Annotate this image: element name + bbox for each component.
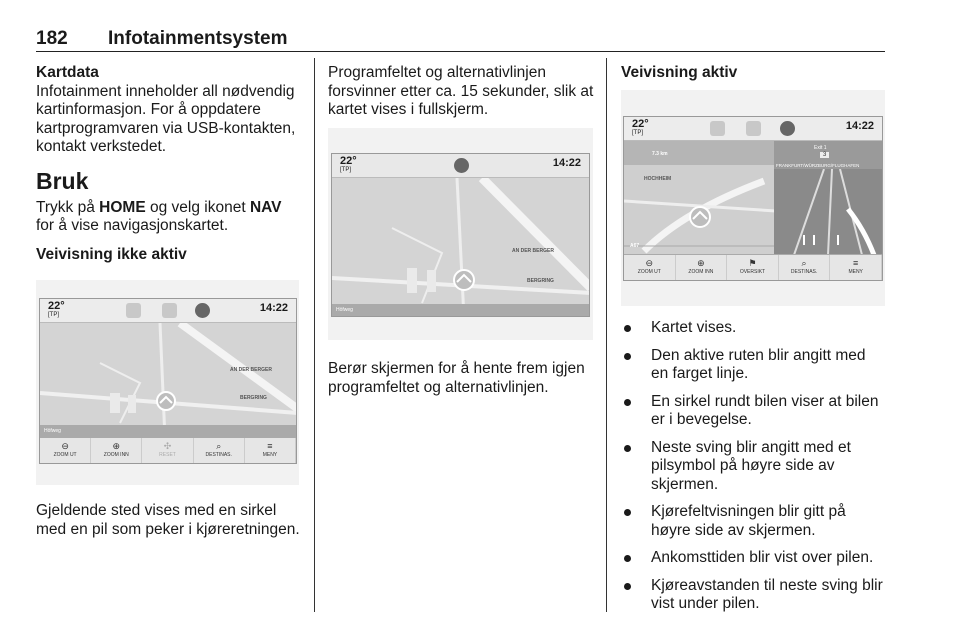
softkey-bar: [40, 437, 296, 463]
road-label: AN DER BERGER: [512, 248, 554, 254]
tp-indicator: [TP]: [632, 130, 644, 136]
clock: 14:22: [259, 302, 288, 314]
destination-icon: ⌕: [801, 258, 807, 268]
zoom-in-icon: ⊕: [697, 258, 705, 268]
road-label: BERGRING: [527, 278, 554, 284]
list-item: Neste sving blir angitt med et pilsymbol på høyre side av skjermen.: [621, 439, 887, 495]
page-number: 182: [36, 28, 68, 49]
nav-icon: [454, 158, 469, 173]
direction-sign: FRANKFURT/WÜRZBURG/FLUGHAFEN: [776, 163, 860, 168]
heading-veivisning-ikke-aktiv: Veivisning ikke aktiv: [36, 245, 187, 263]
temperature: 22°: [48, 300, 65, 312]
zoom-in-button[interactable]: ⊕ ZOOM INN: [91, 438, 142, 463]
temperature: 22°: [340, 155, 357, 167]
caption-2: [328, 360, 596, 397]
home-keyword: HOME: [99, 198, 146, 216]
column-1: [36, 64, 301, 264]
list-item: Den aktive ruten blir angitt med en farget linje.: [621, 347, 887, 384]
zoom-in-icon: ⊕: [112, 441, 121, 451]
distance-readout: 7.3 km: [652, 151, 668, 157]
destination-icon: ⌕: [216, 441, 222, 451]
nav-screen-active: [623, 116, 883, 281]
map-view[interactable]: [40, 323, 296, 437]
clock: 14:22: [845, 120, 874, 132]
nav-keyword: NAV: [249, 198, 282, 216]
zoom-out-icon: ⊖: [645, 258, 654, 268]
exit-number: 3: [820, 152, 829, 158]
screenshot-aktiv: [621, 90, 885, 306]
screenshot-fullscreen: [328, 128, 593, 340]
music-icon: [710, 121, 725, 136]
map-view[interactable]: [332, 178, 589, 316]
zoom-out-button[interactable]: ⊖ ZOOM UT: [624, 255, 676, 280]
heading-bruk: Bruk: [36, 167, 89, 194]
status-bar: [332, 154, 589, 178]
caption-text: Gjeldende sted vises med en sirkel med en pil som peker i kjøreretningen.: [36, 502, 300, 538]
nav-screen-fullscreen: [331, 153, 590, 317]
list-item: Kartet vises.: [621, 319, 887, 338]
reset-button[interactable]: ✣ RESET: [142, 438, 193, 463]
flag-icon: ⚑: [748, 258, 757, 268]
caption-1: [36, 502, 301, 539]
column-divider: [606, 58, 607, 612]
softkey-bar: [624, 254, 882, 280]
nav-icon: [195, 303, 210, 318]
tp-indicator: [TP]: [48, 312, 60, 318]
bullet-list-container: [621, 308, 887, 623]
phone-icon: [746, 121, 761, 136]
destination-button[interactable]: ⌕ DESTINAS.: [779, 255, 831, 280]
reset-icon: ✣: [163, 441, 172, 451]
intro-text: Programfeltet og alternativlinjen forsvinner etter ca. 15 sekunder, slik at kartet vises i fullskjerm.: [328, 64, 594, 118]
kartdata-text: Infotainment inneholder all nødvendig kartinformasjon. For å oppdatere kartprogramvaren via USB-kontakten, kontakt verkstedet.: [36, 82, 296, 155]
bullet-list: [621, 319, 887, 614]
heading-kartdata: Kartdata: [36, 64, 99, 81]
zoom-out-button[interactable]: ⊖ ZOOM UT: [40, 438, 91, 463]
menu-icon: ≡: [853, 258, 859, 268]
menu-button[interactable]: ≡ MENY: [830, 255, 882, 280]
bruk-text: Trykk på HOME og velg ikonet NAV for å vise navigasjonskartet.: [36, 198, 282, 234]
header-divider: [36, 51, 885, 52]
lane-guidance-panel: [774, 141, 882, 255]
temperature: 22°: [632, 118, 649, 130]
status-bar: [40, 299, 296, 323]
exit-label: Exit 1: [814, 145, 827, 151]
clock: 14:22: [552, 157, 581, 169]
road-number: A67: [630, 243, 640, 249]
list-item: Ankomsttiden blir vist over pilen.: [621, 549, 887, 568]
tp-indicator: [TP]: [340, 167, 352, 173]
heading-veivisning-aktiv: Veivisning aktiv: [621, 64, 738, 81]
lane-view-graphic: [774, 169, 882, 255]
status-bar: [624, 117, 882, 141]
column-divider: [314, 58, 315, 612]
music-icon: [126, 303, 141, 318]
nav-screen: [39, 298, 297, 464]
menu-icon: ≡: [267, 441, 273, 451]
caption-text: Berør skjermen for å hente frem igjen programfeltet og alternativlinjen.: [328, 360, 585, 396]
list-item: Kjøreavstanden til neste sving blir vist under pilen.: [621, 577, 887, 614]
street-strip: Höfweg: [332, 304, 589, 316]
overview-button[interactable]: ⚑ OVERSIKT: [727, 255, 779, 280]
road-label: HOCHHEIM: [644, 176, 672, 182]
list-item: En sirkel rundt bilen viser at bilen er i bevegelse.: [621, 393, 887, 430]
section-title: Infotainmentsystem: [108, 28, 288, 49]
road-label: BERGRING: [240, 395, 267, 401]
zoom-out-icon: ⊖: [61, 441, 69, 451]
map-view[interactable]: [624, 141, 774, 254]
column-2: [328, 64, 596, 120]
zoom-in-button[interactable]: ⊕ ZOOM INN: [676, 255, 728, 280]
road-label: AN DER BERGER: [230, 367, 272, 373]
column-3: [621, 64, 887, 83]
phone-icon: [162, 303, 177, 318]
destination-button[interactable]: ⌕ DESTINAS.: [194, 438, 245, 463]
screenshot-ikke-aktiv: [36, 280, 299, 485]
nav-icon: [780, 121, 795, 136]
street-strip: Höfweg: [40, 425, 296, 437]
list-item: Kjørefeltvisningen blir gitt på høyre side av skjermen.: [621, 503, 887, 540]
menu-button[interactable]: ≡ MENY: [245, 438, 296, 463]
